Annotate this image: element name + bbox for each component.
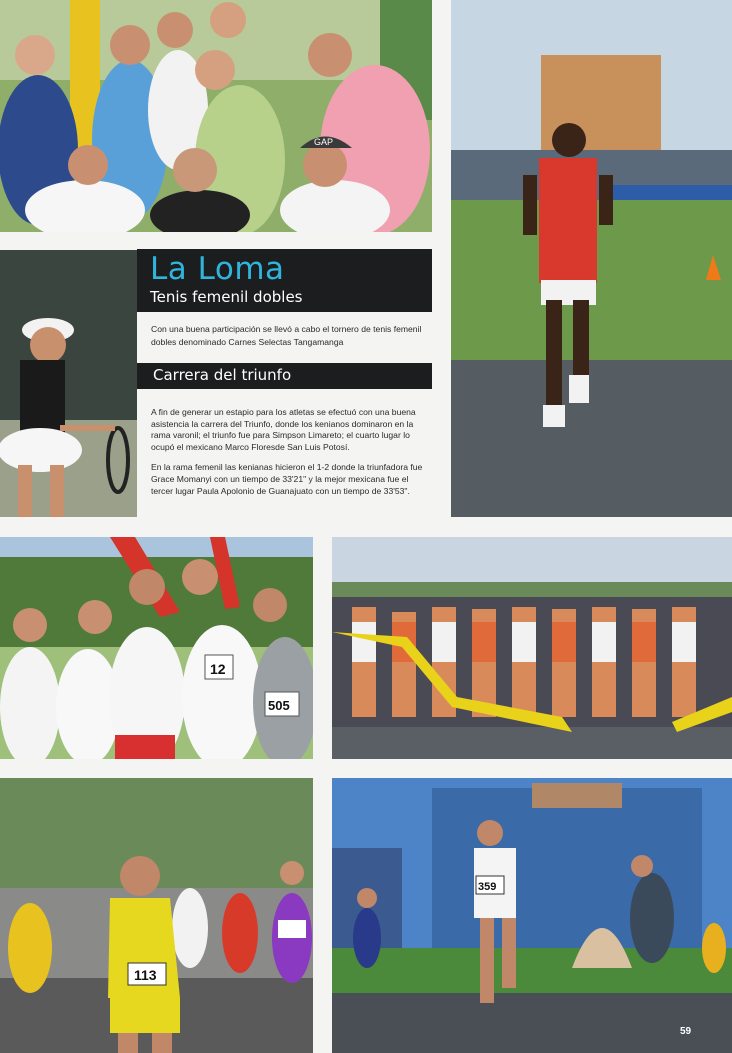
photo-runners-road — [0, 778, 313, 1053]
bib-number-text: 359 — [478, 881, 497, 893]
photo-tennis-player — [0, 250, 137, 517]
article-body — [151, 407, 431, 506]
photo-women-tennis-group — [0, 0, 432, 232]
bib-number-text: 505 — [268, 698, 290, 713]
title-box — [137, 249, 432, 312]
photo-runners-building — [332, 778, 732, 1053]
bib-number-text: 113 — [134, 967, 157, 983]
photo-runner-leader — [451, 0, 732, 517]
section-title: Carrera del triunfo — [153, 366, 292, 384]
article-paragraph: A fin de generar un estapio para los atletas se efectuó con una buena asistencia la carrera del Triunfo, donde los kenianos dominaron en la rama varonil; el triunfo fue para Simpson Limareto; el cuarto lugar lo ocupó el mexicano Marco Floresde San Luis Potosí. — [151, 407, 416, 452]
page-number: 59 — [680, 1026, 692, 1037]
bib-number-text: 12 — [210, 661, 226, 677]
page-title: La Loma — [150, 251, 285, 287]
photo-race-start — [332, 537, 732, 759]
page-subtitle: Tenis femenil dobles — [150, 288, 303, 306]
cap-logo-text: GAP — [314, 137, 334, 147]
section-box — [137, 363, 432, 389]
intro-paragraph: Con una buena participación se llevó a cabo el tornero de tenis femenil dobles denominado Carnes Selectas Tangamanga — [151, 324, 422, 347]
article-paragraph: En la rama femenil las kenianas hicieron el 1-2 donde la triunfadora fue Grace Momanyi con un tiempo de 33'21" y la mejor mexicana fue el tercer lugar Paula Apolonio de Guanajuato con un tiempo de 33'53". — [151, 462, 423, 496]
photo-family-group — [0, 537, 313, 759]
